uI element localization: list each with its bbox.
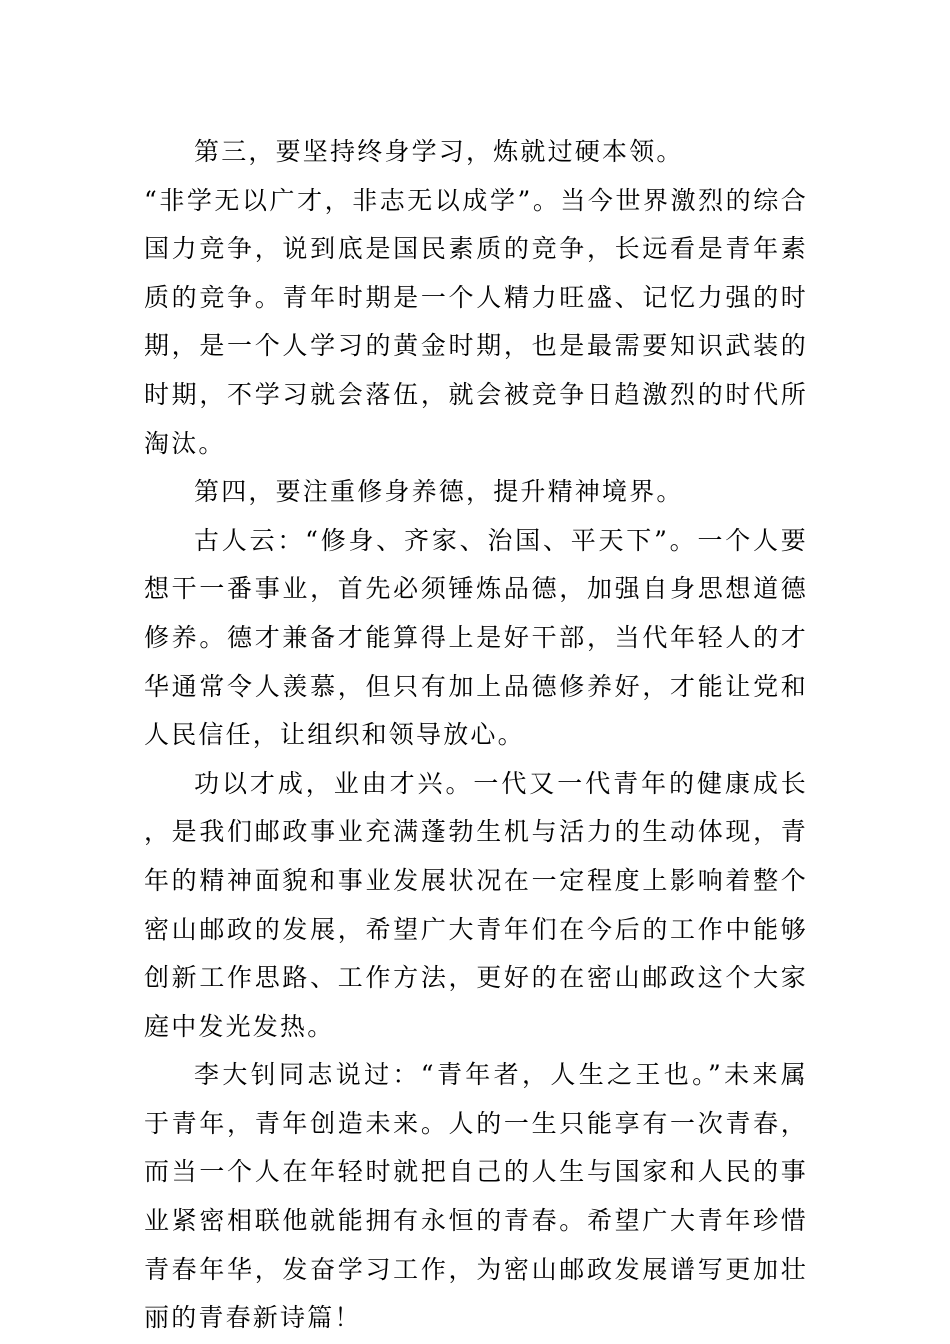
- document-body: [144, 128, 808, 1343]
- paragraph-youth-growth: 功以才成，业由才兴。一代又一代青年的健康成长，是我们邮政事业充满蓬勃生机与活力的生动体现，青年的精神面貌和事业发展状况在一定程度上影响着整个密山邮政的发展，希望广大青年们在今后的工作中能够创新工作思路、工作方法，更好的在密山邮政这个大家庭中发光发热。: [144, 768, 808, 1041]
- heading-point-three: 第三，要坚持终身学习，炼就过硬本领。: [194, 137, 684, 166]
- paragraph-conclusion: 李大钊同志说过：“青年者，人生之王也。”未来属于青年，青年创造未来。人的一生只能享有一次青春，而当一个人在年轻时就把自己的人生与国家和人民的事业紧密相联他就能拥有永恒的青春。希望广大青年珍惜青春年华，发奋学习工作，为密山邮政发展谱写更加壮丽的青春新诗篇！: [144, 1060, 808, 1333]
- paragraph-morality: 古人云：“修身、齐家、治国、平天下”。一个人要想干一番事业，首先必须锤炼品德，加强自身思想道德修养。德才兼备才能算得上是好干部，当代年轻人的才华通常令人羡慕，但只有加上品德修养好，才能让党和人民信任，让组织和领导放心。: [144, 525, 808, 750]
- paragraph-learning: “非学无以广才，非志无以成学”。当今世界激烈的综合国力竞争，说到底是国民素质的竞争，长远看是青年素质的竞争。青年时期是一个人精力旺盛、记忆力强的时期，是一个人学习的黄金时期，也是最需要知识武装的时期，不学习就会落伍，就会被竞争日趋激烈的时代所淘汰。: [144, 185, 808, 458]
- heading-point-four: 第四，要注重修身养德，提升精神境界。: [194, 477, 684, 507]
